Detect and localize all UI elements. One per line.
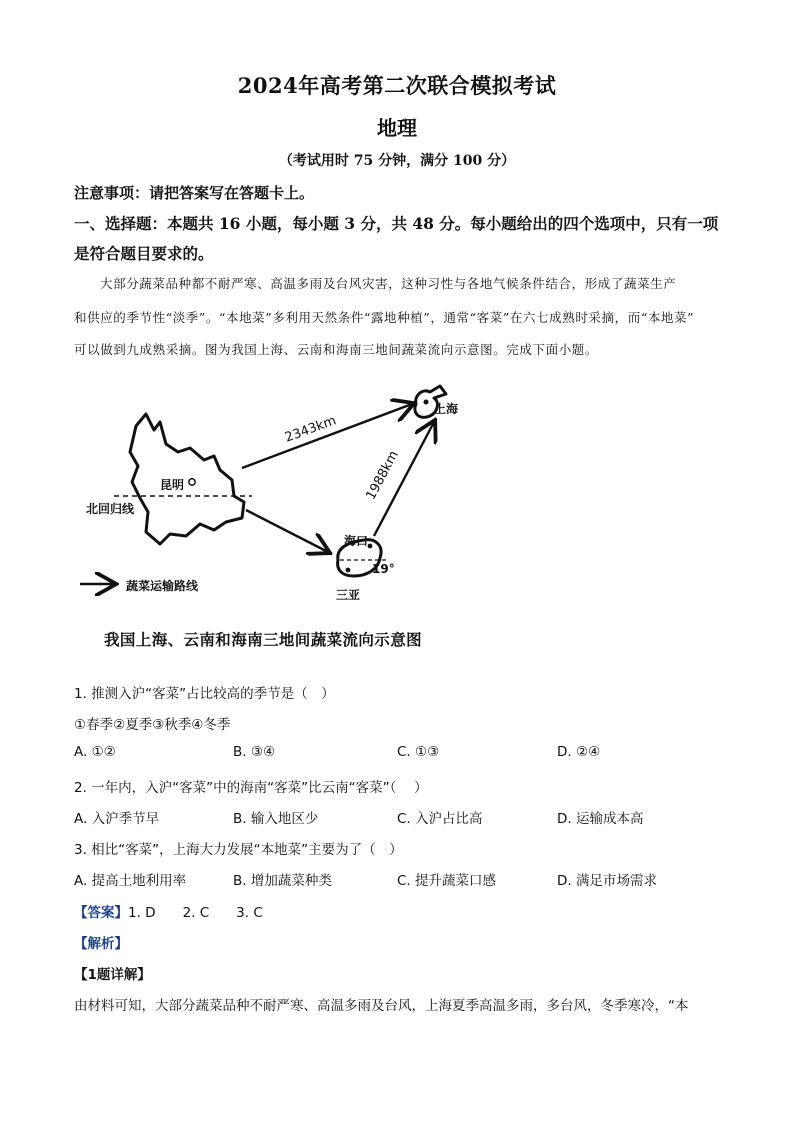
question-2-option-b[interactable]: B. 输入地区少 (233, 811, 319, 827)
attention-note: 注意事项：请把答案写在答题卡上。 (74, 184, 315, 202)
label-dist-yunnan-shanghai: 2343km (283, 413, 339, 446)
label-kunming: 昆明 (160, 478, 185, 492)
answer-line (74, 901, 263, 921)
question-1-sub: ①春季②夏季③秋季④冬季 (74, 717, 231, 733)
question-3-option-a[interactable]: A. 提高土地利用率 (74, 873, 187, 889)
material-line-2: 和供应的季节性“淡季”。“本地菜”多利用天然条件“露地种植”，通常“客菜”在六七成熟时采摘，而“本地菜” (74, 310, 695, 325)
section-instruction-line2: 是符合题目要求的。 (74, 244, 214, 263)
answer-tag: 【答案】 (74, 905, 128, 921)
label-sanya: 三亚 (336, 588, 361, 602)
legend-label: 蔬菜运输路线 (126, 579, 199, 593)
subject-title: 地理 (377, 116, 417, 140)
label-tropic: 北回归线 (86, 502, 135, 516)
section-instruction-line1: 一、选择题：本题共 16 小题，每小题 3 分，共 48 分。每小题给出的四个选项中，只有一项 (74, 214, 719, 233)
label-shanghai: 上海 (434, 402, 459, 416)
question-1-option-a[interactable]: A. ①② (74, 744, 116, 760)
exam-info: （考试用时 75 分钟，满分 100 分） (278, 153, 516, 169)
label-dist-hainan-shanghai: 1988km (363, 448, 402, 503)
label-latitude: 19° (372, 562, 395, 576)
question-2-stem: 2. 一年内，入沪“客菜”中的海南“客菜”比云南“客菜”（ ） (74, 780, 428, 796)
question-2-option-d[interactable]: D. 运输成本高 (557, 811, 644, 827)
map-caption: 我国上海、云南和海南三地间蔬菜流向示意图 (104, 630, 423, 649)
label-haikou: 海口 (344, 534, 369, 548)
route-yunnan-hainan (246, 510, 328, 552)
map-graphic (74, 372, 494, 612)
question-2-option-a[interactable]: A. 入沪季节早 (74, 811, 160, 827)
question-1-stem: 1. 推测入沪“客菜”占比较高的季节是（ ） (74, 686, 335, 702)
detail-heading: 【1题详解】 (74, 967, 151, 983)
question-3-stem: 3. 相比“客菜”，上海大力发展“本地菜”主要为了（ ） (74, 842, 403, 858)
material-line-1: 大部分蔬菜品种都不耐严寒、高温多雨及台风灾害，这种习性与各地气候条件结合，形成了蔬菜生产 (100, 276, 677, 291)
yunnan-outline (130, 414, 244, 544)
vegetable-flow-map (74, 372, 494, 612)
question-1-option-c[interactable]: C. ①③ (397, 744, 440, 760)
exam-title: 2024年高考第二次联合模拟考试 (237, 73, 557, 98)
question-1-option-d[interactable]: D. ②④ (557, 744, 601, 760)
kunming-dot (189, 479, 195, 485)
question-3-option-d[interactable]: D. 满足市场需求 (557, 873, 657, 889)
answer-text: 1. D 2. C 3. C (128, 905, 263, 921)
question-3-option-c[interactable]: C. 提升蔬菜口感 (397, 873, 497, 889)
question-3-option-b[interactable]: B. 增加蔬菜种类 (233, 873, 332, 889)
material-line-3: 可以做到九成熟采摘。图为我国上海、云南和海南三地间蔬菜流向示意图。完成下面小题。 (74, 342, 599, 357)
question-2-option-c[interactable]: C. 入沪占比高 (397, 811, 483, 827)
question-1-option-b[interactable]: B. ③④ (233, 744, 276, 760)
detail-text: 由材料可知，大部分蔬菜品种不耐严寒、高温多雨及台风，上海夏季高温多雨，多台风，冬季寒冷，“本 (74, 998, 689, 1014)
analysis-tag: 【解析】 (74, 936, 128, 952)
